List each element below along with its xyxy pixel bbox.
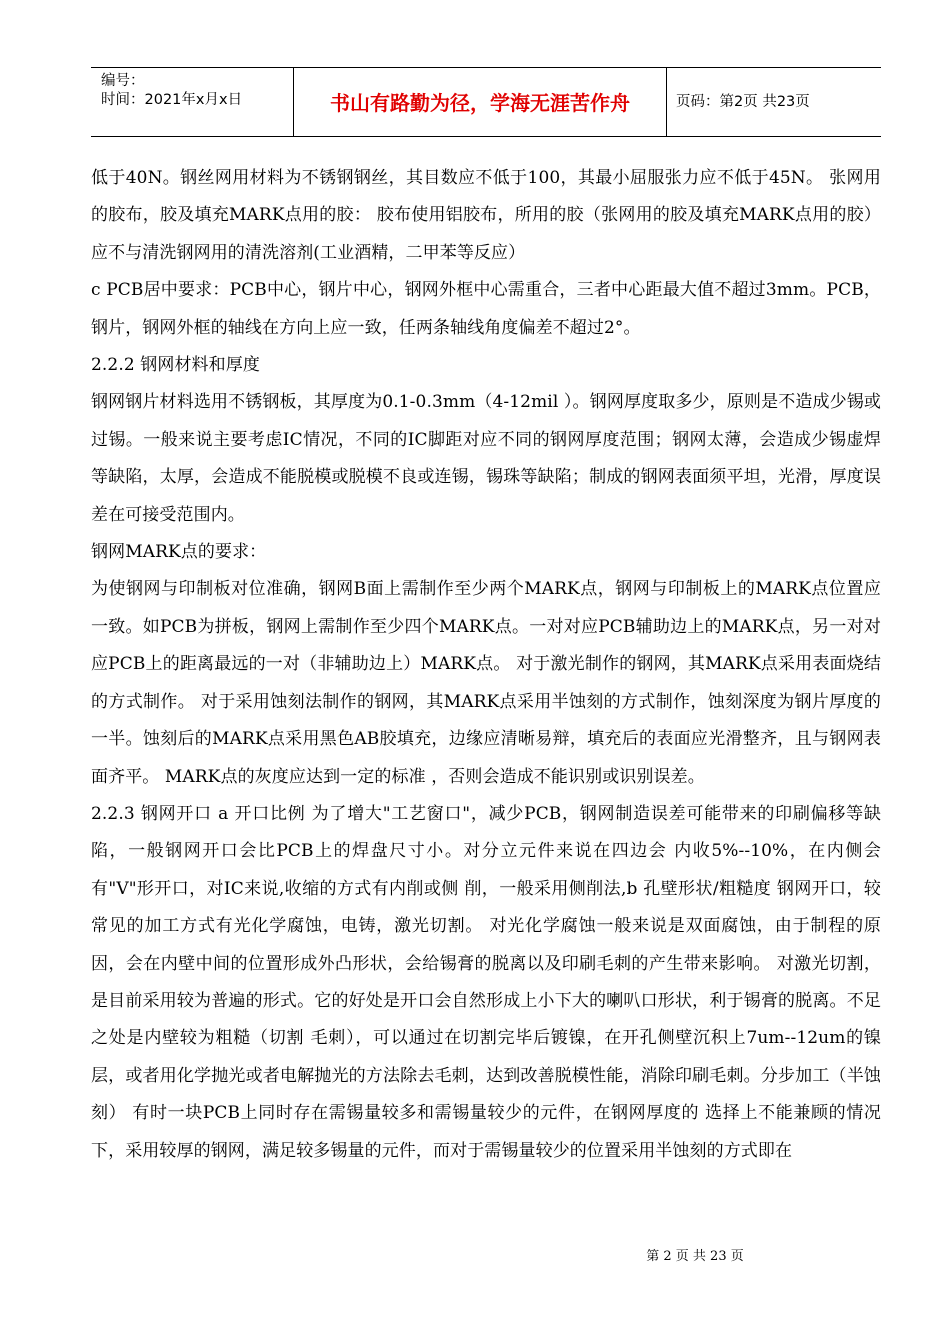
document-body [91, 160, 881, 1170]
section-heading: 2.2.2 钢网材料和厚度 [91, 355, 260, 376]
number-label: 编号： [101, 73, 145, 89]
header-meta-cell [91, 68, 293, 136]
header-motto-cell [293, 68, 667, 136]
footer-page-number: 第 2 页 共 23 页 [646, 1249, 744, 1264]
subheading: 钢网MARK点的要求： [91, 542, 267, 563]
paragraph: 钢网钢片材料选用不锈钢板，其厚度为0.1-0.3mm（4-12mil ）。钢网厚度取多少，原则是不造成少锡或过锡。一般来说主要考虑IC情况，不同的IC脚距对应不同的钢网厚度范围；钢网太薄，会造成少锡虚焊等缺陷，太厚，会造成不能脱模或脱模不良或连锡，锡珠等缺陷；制成的钢网表面须平坦，光滑，厚度误差在可接受范围内。 [91, 392, 881, 525]
page-info: 页码：第2页 共23页 [676, 94, 810, 110]
paragraph: 为使钢网与印制板对位准确，钢网B面上需制作至少两个MARK点，钢网与印制板上的MARK点位置应一致。如PCB为拼板，钢网上需制作至少四个MARK点。一对对应PCB辅助边上的MARK点，另一对对应PCB上的距离最远的一对（非辅助边上）MARK点。 对于激光制作的钢网，其MARK点采用表面烧结的方式制作。 对于采用蚀刻法制作的钢网，其MARK点采用半蚀刻的方式制作，蚀刻深度为钢片厚度的一半。蚀刻后的MARK点采用黑色AB胶填充，边缘应清晰易辩，填充后的表面应光滑整齐，且与钢网表面齐平。 MARK点的灰度应达到一定的标准 ，否则会造成不能识别或识别误差。 [91, 579, 881, 787]
paragraph: 2.2.3 钢网开口 a 开口比例 为了增大"工艺窗口"，减少PCB，钢网制造误差可能带来的印刷偏移等缺 陷，一般钢网开口会比PCB上的焊盘尺寸小。对分立元件来说在四边会 内收5%--10%，在内侧会有"V"形开口，对IC来说,收缩的方式有内削或侧 削，一般采用侧削法,b 孔壁形状/粗糙度 钢网开口，较常见的加工方式有光化学腐蚀，电铸，激光切割。 对光化学腐蚀一般来说是双面腐蚀，由于制程的原因，会在内壁中间的位置形成外凸形状，会给锡膏的脱离以及印刷毛刺的产生带来影响。 对激光切割，是目前采用较为普遍的形式。它的好处是开口会自然形成上小下大的喇叭口形状，利于锡膏的脱离。不足之处是内壁较为粗糙（切割 毛刺），可以通过在切割完毕后镀镍，在开孔侧壁沉积上7um--12um的镍层，或者用化学抛光或者电解抛光的方法除去毛刺，达到改善脱模性能，消除印刷毛刺。分步加工（半蚀刻） 有时一块PCB上同时存在需锡量较多和需锡量较少的元件，在钢网厚度的 选择上不能兼顾的情况下，采用较厚的钢网，满足较多锡量的元件，而对于需锡量较少的位置采用半蚀刻的方式即在 [91, 803, 881, 1161]
paragraph: 低于40N。钢丝网用材料为不锈钢钢丝，其目数应不低于100，其最小屈服张力应不低于45N。 张网用的胶布，胶及填充MARK点用的胶： 胶布使用铝胶布，所用的胶（张网用的胶及填充MARK点用的胶）应不与清洗钢网用的清洗溶剂(工业酒精，二甲苯等反应） [91, 168, 881, 263]
motto-text: 书山有路勤为径，学海无涯苦作舟 [330, 91, 630, 115]
page-footer [0, 1245, 950, 1264]
header-page-cell [666, 68, 881, 136]
time-label: 时间：2021年x月x日 [101, 92, 243, 108]
page-header [91, 67, 881, 137]
paragraph: c PCB居中要求：PCB中心，钢片中心，钢网外框中心需重合，三者中心距最大值不超过3mm。PCB，钢片，钢网外框的轴线在方向上应一致，任两条轴线角度偏差不超过2°。 [91, 280, 881, 338]
